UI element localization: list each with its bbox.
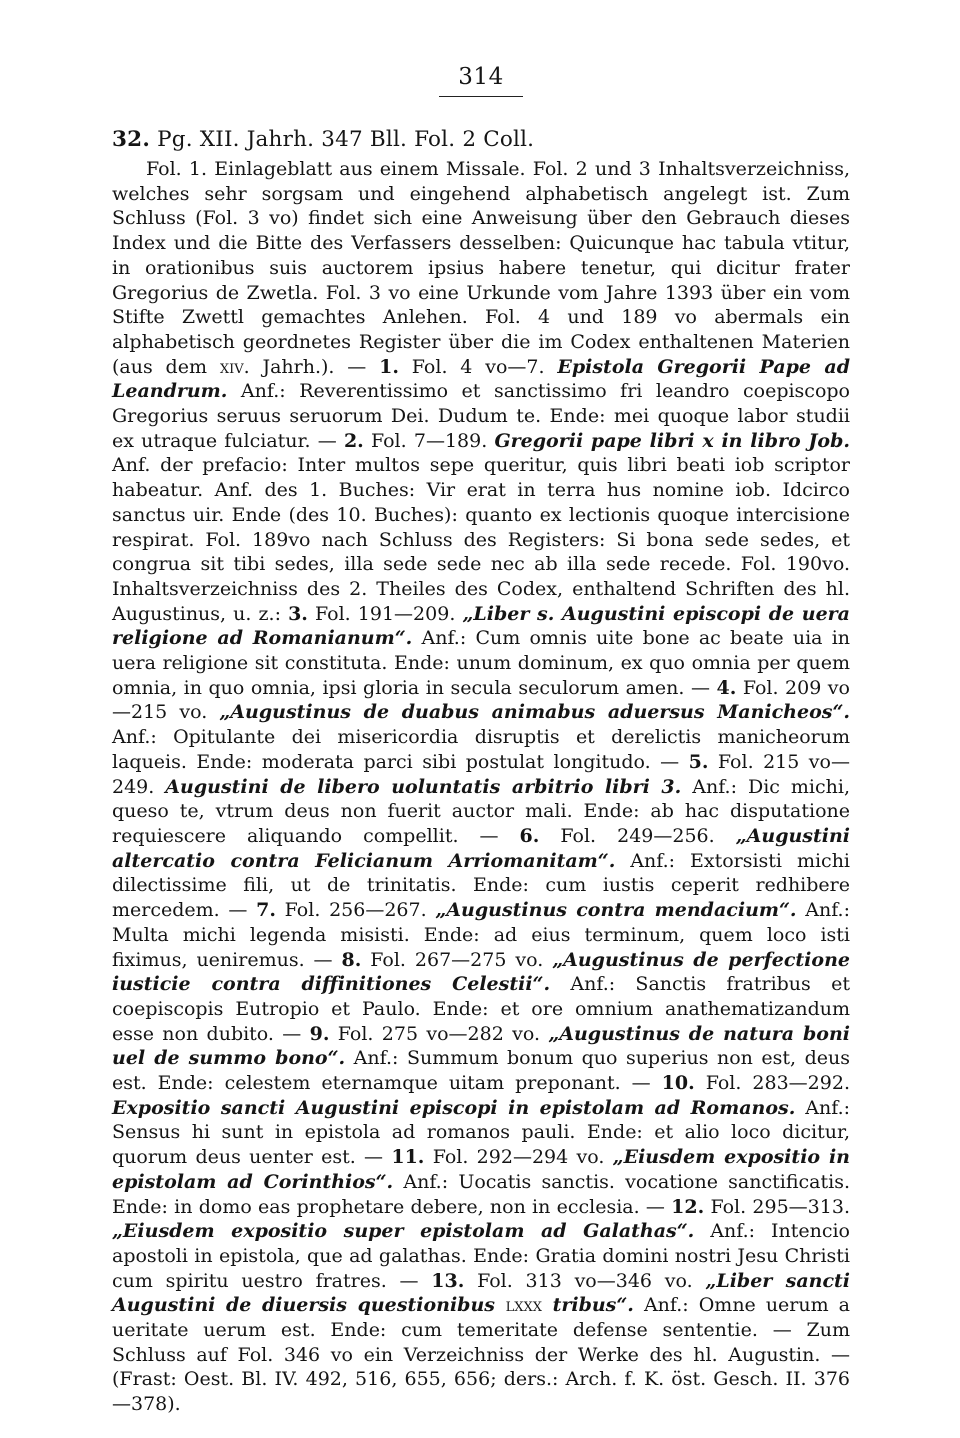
page — [112, 62, 850, 1417]
work-title: „Augustinus contra mendacium“. — [435, 899, 797, 922]
text-run: Anf.: Dic michi, queso te, vtrum deus non fuerit auctor mali. Ende: ab hac disputatione requiescere aliquando compellit. — — [112, 775, 850, 847]
work-title: Expositio sancti Augustini episcopi in epistolam ad Romanos. — [112, 1096, 796, 1119]
text-run: Fol. 267—275 vo. — [361, 948, 553, 971]
text-run: Fol. 249—256. — [539, 824, 736, 847]
page-number: 314 — [458, 64, 504, 90]
item-number: 5. — [688, 750, 709, 773]
text-run: Anf.: Multa michi legenda misisti. Ende: ad eius terminum, quem loco isti fiximus, ueniremus. — — [112, 899, 850, 971]
work-title: Epistola Gregorii Pape ad Leandrum. — [112, 355, 851, 403]
item-number: 13. — [431, 1269, 465, 1292]
work-title: Gregorii pape libri x in libro Job. — [494, 429, 850, 452]
work-title: „Augustinus de natura boni uel de summo bono“. — [112, 1022, 850, 1070]
text-run: Anf.: Reverentissimo et sanctissimo fri leandro coepiscopo Gregorius seruus seruorum Dei. Dudum te. Ende: mei quoque labor studii ex utraque fulciatur. — — [112, 380, 850, 452]
item-number: 1. — [379, 355, 399, 378]
item-number: 12. — [671, 1195, 705, 1218]
work-title: „Eiusdem expositio in epistolam ad Corinthios“. — [112, 1146, 850, 1193]
item-number: 6. — [519, 824, 540, 847]
text-run: Fol. 256—267. — [275, 899, 436, 922]
text-run: Fol. 292—294 vo. — [424, 1146, 613, 1169]
roman-numeral: lxxx — [505, 1294, 542, 1317]
text-run: Fol. 283—292. — [694, 1072, 850, 1095]
text-run: Fol. 295—313. — [704, 1195, 850, 1218]
item-number: 10. — [661, 1072, 695, 1095]
text-run: Fol. 313 vo—346 vo. — [464, 1269, 706, 1292]
text-run: Fol. 1. Einlageblatt aus einem Missale. Fol. 2 und 3 Inhaltsverzeichniss, welches sehr sorgsam und eingehend alphabetisch angelegt ist. Zum Schluss (Fol. 3 vo) findet sich eine Anweisung über den Gebrauch dieses Index und die Bitte des Verfassers desselben: Quicunque hac tabula vtitur, in orationibus suis auctorem ipsius habere tenetur, qui dicitur frater Gregorius de Zwetla. Fol. 3 vo eine Urkunde vom Jahre 1393 über ein vom Stifte Zwettl gemachtes Anlehen. Fol. 4 und 189 vo abermals ein alphabetisch geordnetes Register über die im Codex enthaltenen Materien (aus dem — [112, 158, 850, 378]
text-run: Anf.: Extorsisti michi dilectissime fili, ut de trinitatis. Ende: cum iustis ceperit redhibere mercedem. — — [112, 849, 851, 922]
work-title: tribus“. — [541, 1294, 634, 1317]
work-title: „Eiusdem expositio super epistolam ad Galathas“. — [112, 1220, 695, 1243]
text-run: Fol. 209 vo—215 vo. — [112, 676, 850, 724]
entry-title: Pg. XII. Jahrh. 347 Bll. Fol. 2 Coll. — [157, 127, 535, 152]
item-number: 3. — [288, 602, 308, 625]
item-number: 11. — [391, 1146, 425, 1169]
item-number: 7. — [256, 899, 276, 922]
work-title: „Liber sancti Augustini de diuersis questionibus — [112, 1269, 851, 1317]
text-run: Fol. 275 vo—282 vo. — [329, 1022, 549, 1045]
entry-description — [112, 157, 850, 1417]
text-run: Anf.: Omne uerum a ueritate uerum est. Ende: cum temeritate defense sententie. — Zum Schluss auf Fol. 346 vo ein Verzeichniss der Werke des hl. Augustin. — (Frast: Oest. Bl. IV. 492, 516, 655, 656; ders.: Arch. f. K. öst. Gesch. II. 376—378). — [112, 1294, 850, 1416]
entry-number: 32. — [112, 127, 151, 152]
text-run: Anf. der prefacio: Inter multos sepe queritur, quis libri beati iob scriptor habeatur. Anf. des 1. Buches: Vir erat in terra hus nomine iob. Idcirco sanctus uir. Ende (des 10. Buches): quanto ex lectionis quoque intercisione respirat. Fol. 189vo nach Schluss des Registers: Si bona sede sedes, et congrua sit tibi sedes, illa sede sede nec ab illa sede recede. Fol. 190vo. Inhaltsverzeichniss des 2. Theiles des Codex, enthaltend Schriften des hl. Augustinus, u. z.: — [112, 454, 850, 625]
text-run: Anf.: Cum omnis uite bone ac beate uia in uera religione sit constituta. Ende: unum dominum, ex quo omnia per quem omnia, in quo omnia, ipsi gloria in secula seculorum amen. — — [112, 627, 851, 699]
text-run: Anf.: Sensus hi sunt in epistola ad romanos pauli. Ende: et alio loco dicitur, quorum deus uenter est. — — [112, 1096, 851, 1169]
text-run: Anf.: Sanctis fratribus et coepiscopis Eutropio et Paulo. Ende: et ore omnium anathematizandum esse non dubito. — — [112, 973, 850, 1045]
roman-numeral: xiv — [219, 355, 244, 378]
item-number: 4. — [716, 676, 737, 699]
entry-heading — [112, 125, 850, 155]
text-run: Fol. 191—209. — [307, 602, 463, 625]
text-run: Anf.: Opitulante dei misericordia disruptis et derelictis manicheorum laqueis. Ende: moderata parci sibi postulat longitudo. — — [112, 726, 850, 773]
text-run: Fol. 4 vo—7. — [398, 355, 558, 378]
text-run: . Jahrh.). — — [243, 355, 380, 378]
text-run: Anf.: Summum bonum quo superius non est, deus est. Ende: celestem eternamque uitam preponant. — — [112, 1047, 851, 1095]
work-title: „Liber s. Augustini episcopi de uera religione ad Romanianum“. — [112, 602, 850, 650]
item-number: 9. — [309, 1022, 330, 1045]
work-title: Augustini de libero uoluntatis arbitrio libri 3. — [165, 775, 682, 798]
item-number: 8. — [341, 948, 362, 971]
text-run: Fol. 215 vo—249. — [112, 750, 850, 798]
text-run: Fol. 7—189. — [363, 429, 495, 452]
work-title: „Augustinus de perfectione iusticie contra diffinitiones Celestii“. — [112, 948, 850, 996]
text-run: Anf.: Intencio apostoli in epistola, que ad galathas. Ende: Gratia domini nostri Jesu Christi cum spiritu uestro fratres. — — [112, 1220, 850, 1292]
work-title: „Augustini altercatio contra Felicianum Arriomanitam“. — [112, 824, 851, 872]
text-run: Anf.: Uocatis sanctis. vocatione sanctificatis. Ende: in domo eas prophetare debere, non in ecclesia. — — [112, 1170, 850, 1218]
page-number-rule — [439, 96, 523, 97]
item-number: 2. — [343, 429, 364, 452]
work-title: „Augustinus de duabus animabus aduersus Manicheos“. — [219, 701, 851, 724]
